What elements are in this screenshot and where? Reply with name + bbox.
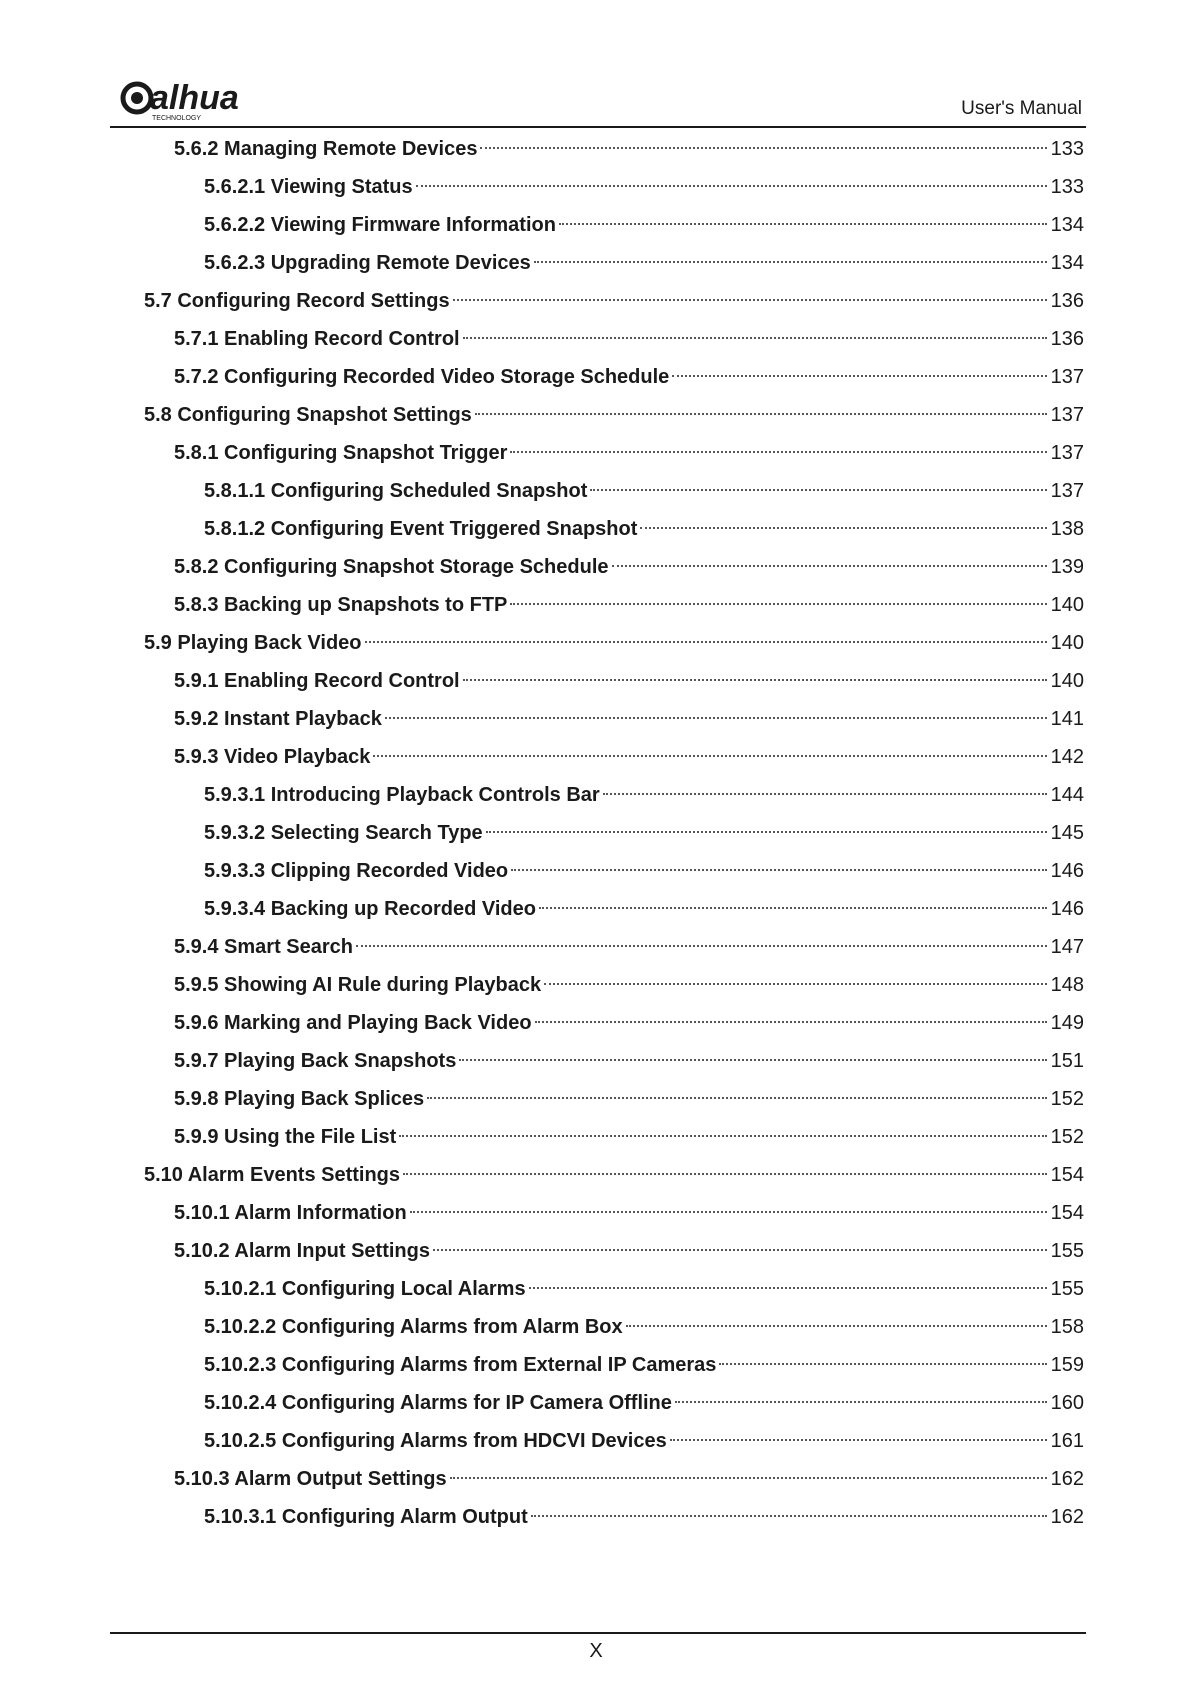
toc-entry[interactable] bbox=[204, 172, 1084, 202]
toc-dot-leader bbox=[535, 1021, 1047, 1023]
toc-dot-leader bbox=[590, 489, 1046, 491]
toc-entry[interactable] bbox=[204, 476, 1084, 506]
brand-logo bbox=[120, 78, 255, 122]
toc-dot-leader bbox=[427, 1097, 1046, 1099]
toc-entry[interactable] bbox=[174, 1008, 1084, 1038]
toc-entry[interactable] bbox=[204, 514, 1084, 544]
toc-dot-leader bbox=[626, 1325, 1047, 1327]
toc-entry-title[interactable]: 5.9.2 Instant Playback bbox=[174, 708, 382, 730]
toc-dot-leader bbox=[475, 413, 1047, 415]
toc-entry-page[interactable]: 154 bbox=[1050, 1202, 1084, 1224]
toc-dot-leader bbox=[559, 223, 1047, 225]
toc-dot-leader bbox=[410, 1211, 1047, 1213]
toc-entry-title[interactable]: 5.9.7 Playing Back Snapshots bbox=[174, 1050, 457, 1072]
toc-dot-leader bbox=[480, 147, 1046, 149]
logo-wordmark: alhua bbox=[150, 79, 239, 117]
toc-entry-title[interactable]: 5.7 Configuring Record Settings bbox=[144, 290, 450, 312]
toc-entry[interactable] bbox=[204, 856, 1084, 886]
toc-entry-title[interactable]: 5.6.2.2 Viewing Firmware Information bbox=[204, 214, 556, 236]
toc-entry[interactable] bbox=[174, 552, 1084, 582]
toc-entry[interactable] bbox=[144, 286, 1084, 316]
toc-entry[interactable] bbox=[144, 400, 1084, 430]
toc-entry[interactable] bbox=[174, 1084, 1084, 1114]
toc-dot-leader bbox=[463, 337, 1047, 339]
toc-entry-title[interactable]: 5.6.2.1 Viewing Status bbox=[204, 176, 413, 198]
toc-entry-page[interactable]: 155 bbox=[1050, 1240, 1084, 1262]
toc-entry[interactable] bbox=[204, 1426, 1084, 1456]
toc-dot-leader bbox=[511, 869, 1046, 871]
toc-entry[interactable] bbox=[204, 894, 1084, 924]
toc-entry[interactable] bbox=[174, 704, 1084, 734]
toc-entry-title[interactable]: 5.7.1 Enabling Record Control bbox=[174, 328, 460, 350]
toc-entry[interactable] bbox=[204, 1312, 1084, 1342]
toc-entry-title[interactable]: 5.10.3 Alarm Output Settings bbox=[174, 1468, 447, 1490]
toc-dot-leader bbox=[544, 983, 1047, 985]
toc-entry-title[interactable]: 5.8.1 Configuring Snapshot Trigger bbox=[174, 442, 508, 464]
toc-entry[interactable] bbox=[204, 1350, 1084, 1380]
toc-entry-title[interactable]: 5.9.6 Marking and Playing Back Video bbox=[174, 1012, 532, 1034]
toc-entry-page[interactable]: 148 bbox=[1050, 974, 1084, 996]
toc-dot-leader bbox=[463, 679, 1047, 681]
toc-entry-page[interactable]: 137 bbox=[1050, 366, 1084, 388]
toc-entry-page[interactable]: 140 bbox=[1050, 594, 1084, 616]
toc-entry-title[interactable]: 5.9 Playing Back Video bbox=[144, 632, 362, 654]
toc-dot-leader bbox=[670, 1439, 1047, 1441]
toc-entry[interactable] bbox=[204, 248, 1084, 278]
toc-entry-page[interactable]: 142 bbox=[1050, 746, 1084, 768]
toc-dot-leader bbox=[531, 1515, 1047, 1517]
toc-entry-title[interactable]: 5.9.3.1 Introducing Playback Controls Bar bbox=[204, 784, 600, 806]
toc-dot-leader bbox=[385, 717, 1047, 719]
toc-entry[interactable] bbox=[174, 324, 1084, 354]
toc-dot-leader bbox=[672, 375, 1046, 377]
toc-entry-page[interactable]: 146 bbox=[1050, 860, 1084, 882]
toc-entry-page[interactable]: 133 bbox=[1050, 176, 1084, 198]
toc-entry-page[interactable]: 137 bbox=[1050, 442, 1084, 464]
toc-entry[interactable] bbox=[174, 1236, 1084, 1266]
toc-entry-page[interactable]: 160 bbox=[1050, 1392, 1084, 1414]
toc-entry-page[interactable]: 161 bbox=[1050, 1430, 1084, 1452]
toc-dot-leader bbox=[529, 1287, 1047, 1289]
toc-entry-title[interactable]: 5.6.2.3 Upgrading Remote Devices bbox=[204, 252, 531, 274]
toc-entry-page[interactable]: 140 bbox=[1050, 670, 1084, 692]
toc-entry[interactable] bbox=[174, 362, 1084, 392]
toc-entry-title[interactable]: 5.9.3.3 Clipping Recorded Video bbox=[204, 860, 509, 882]
toc-entry-page[interactable]: 151 bbox=[1050, 1050, 1084, 1072]
toc-dot-leader bbox=[640, 527, 1046, 529]
toc-entry-title[interactable]: 5.9.8 Playing Back Splices bbox=[174, 1088, 425, 1110]
toc-dot-leader bbox=[603, 793, 1047, 795]
toc-entry-page[interactable]: 149 bbox=[1050, 1012, 1084, 1034]
toc-dot-leader bbox=[403, 1173, 1047, 1175]
toc-entry-title[interactable]: 5.10 Alarm Events Settings bbox=[144, 1164, 401, 1186]
logo-subtext: TECHNOLOGY bbox=[152, 115, 202, 122]
toc-entry-page[interactable]: 146 bbox=[1050, 898, 1084, 920]
toc-entry[interactable] bbox=[174, 1464, 1084, 1494]
toc-entry-title[interactable]: 5.10.2 Alarm Input Settings bbox=[174, 1240, 430, 1262]
toc-entry-title[interactable]: 5.9.1 Enabling Record Control bbox=[174, 670, 460, 692]
toc-entry-title[interactable]: 5.10.3.1 Configuring Alarm Output bbox=[204, 1506, 528, 1528]
toc-entry-title[interactable]: 5.8 Configuring Snapshot Settings bbox=[144, 404, 472, 426]
toc-entry-page[interactable]: 162 bbox=[1050, 1506, 1084, 1528]
toc-entry[interactable] bbox=[174, 1198, 1084, 1228]
toc-dot-leader bbox=[675, 1401, 1047, 1403]
toc-entry[interactable] bbox=[204, 780, 1084, 810]
toc-entry-title[interactable]: 5.10.2.3 Configuring Alarms from External IP Cameras bbox=[204, 1354, 717, 1376]
toc-entry[interactable] bbox=[204, 210, 1084, 240]
toc-entry-title[interactable]: 5.7.2 Configuring Recorded Video Storage Schedule bbox=[174, 366, 670, 388]
toc-entry[interactable] bbox=[174, 134, 1084, 164]
toc-dot-leader bbox=[373, 755, 1046, 757]
toc-dot-leader bbox=[450, 1477, 1047, 1479]
toc-entry-page[interactable]: 141 bbox=[1050, 708, 1084, 730]
toc-entry[interactable] bbox=[174, 666, 1084, 696]
toc-dot-leader bbox=[486, 831, 1047, 833]
toc-entry-title[interactable]: 5.6.2 Managing Remote Devices bbox=[174, 138, 478, 160]
toc-entry-page[interactable]: 134 bbox=[1050, 214, 1084, 236]
toc-entry-title[interactable]: 5.10.2.2 Configuring Alarms from Alarm Box bbox=[204, 1316, 623, 1338]
toc-entry-page[interactable]: 133 bbox=[1050, 138, 1084, 160]
logo-mark-icon bbox=[120, 78, 255, 122]
toc-entry-page[interactable]: 136 bbox=[1050, 328, 1084, 350]
toc-entry-page[interactable]: 152 bbox=[1050, 1126, 1084, 1148]
toc-entry-page[interactable]: 139 bbox=[1050, 556, 1084, 578]
toc-entry-title[interactable]: 5.8.3 Backing up Snapshots to FTP bbox=[174, 594, 508, 616]
toc-entry[interactable] bbox=[174, 970, 1084, 1000]
toc-entry-title[interactable]: 5.9.9 Using the File List bbox=[174, 1126, 397, 1148]
toc-entry-page[interactable]: 137 bbox=[1050, 404, 1084, 426]
toc-entry-title[interactable]: 5.9.5 Showing AI Rule during Playback bbox=[174, 974, 542, 996]
toc-entry[interactable] bbox=[174, 1122, 1084, 1152]
toc-entry[interactable] bbox=[174, 1046, 1084, 1076]
toc-entry-page[interactable]: 144 bbox=[1050, 784, 1084, 806]
toc-dot-leader bbox=[399, 1135, 1046, 1137]
toc-entry[interactable] bbox=[174, 438, 1084, 468]
manual-title: User's Manual bbox=[961, 98, 1082, 119]
toc-dot-leader bbox=[356, 945, 1047, 947]
toc-dot-leader bbox=[534, 261, 1047, 263]
toc-entry-page[interactable]: 147 bbox=[1050, 936, 1084, 958]
toc-entry-page[interactable]: 154 bbox=[1050, 1164, 1084, 1186]
toc-entry-page[interactable]: 138 bbox=[1050, 518, 1084, 540]
toc-entry[interactable] bbox=[204, 1274, 1084, 1304]
toc-entry-page[interactable]: 158 bbox=[1050, 1316, 1084, 1338]
toc-entry-title[interactable]: 5.9.4 Smart Search bbox=[174, 936, 353, 958]
toc-entry[interactable] bbox=[174, 742, 1084, 772]
toc-entry[interactable] bbox=[144, 628, 1084, 658]
toc-entry-title[interactable]: 5.8.1.2 Configuring Event Triggered Snapshot bbox=[204, 518, 638, 540]
toc-dot-leader bbox=[459, 1059, 1046, 1061]
toc-entry-page[interactable]: 152 bbox=[1050, 1088, 1084, 1110]
toc-entry-page[interactable]: 159 bbox=[1050, 1354, 1084, 1376]
toc-dot-leader bbox=[539, 907, 1047, 909]
toc-entry[interactable] bbox=[174, 932, 1084, 962]
footer-divider bbox=[110, 1632, 1086, 1634]
header-divider bbox=[110, 126, 1086, 128]
toc-entry[interactable] bbox=[174, 590, 1084, 620]
toc-entry-page[interactable]: 134 bbox=[1050, 252, 1084, 274]
toc-dot-leader bbox=[416, 185, 1047, 187]
toc-dot-leader bbox=[510, 603, 1046, 605]
toc-dot-leader bbox=[433, 1249, 1047, 1251]
toc-entry-title[interactable]: 5.9.3.4 Backing up Recorded Video bbox=[204, 898, 536, 920]
toc-entry-page[interactable]: 162 bbox=[1050, 1468, 1084, 1490]
page-number: X bbox=[589, 1640, 603, 1662]
toc-entry[interactable] bbox=[204, 1502, 1084, 1532]
page-header bbox=[110, 72, 1086, 126]
toc-dot-leader bbox=[510, 451, 1046, 453]
toc-entry-page[interactable]: 137 bbox=[1050, 480, 1084, 502]
toc-entry-page[interactable]: 136 bbox=[1050, 290, 1084, 312]
toc-entry-title[interactable]: 5.10.2.5 Configuring Alarms from HDCVI Devices bbox=[204, 1430, 667, 1452]
toc-entry[interactable] bbox=[204, 1388, 1084, 1418]
toc-entry-page[interactable]: 155 bbox=[1050, 1278, 1084, 1300]
toc-entry-page[interactable]: 140 bbox=[1050, 632, 1084, 654]
toc-dot-leader bbox=[719, 1363, 1046, 1365]
toc-entry-page[interactable]: 145 bbox=[1050, 822, 1084, 844]
toc-entry[interactable] bbox=[204, 818, 1084, 848]
toc-entry-title[interactable]: 5.8.2 Configuring Snapshot Storage Schedule bbox=[174, 556, 609, 578]
toc-entry-title[interactable]: 5.8.1.1 Configuring Scheduled Snapshot bbox=[204, 480, 588, 502]
toc-dot-leader bbox=[453, 299, 1047, 301]
toc-entry-title[interactable]: 5.9.3.2 Selecting Search Type bbox=[204, 822, 483, 844]
toc-entry-title[interactable]: 5.9.3 Video Playback bbox=[174, 746, 371, 768]
toc-dot-leader bbox=[365, 641, 1047, 643]
toc-entry-title[interactable]: 5.10.2.4 Configuring Alarms for IP Camera Offline bbox=[204, 1392, 672, 1414]
toc-entry-title[interactable]: 5.10.2.1 Configuring Local Alarms bbox=[204, 1278, 526, 1300]
toc-dot-leader bbox=[612, 565, 1047, 567]
toc-entry[interactable] bbox=[144, 1160, 1084, 1190]
toc-entry-title[interactable]: 5.10.1 Alarm Information bbox=[174, 1202, 407, 1224]
